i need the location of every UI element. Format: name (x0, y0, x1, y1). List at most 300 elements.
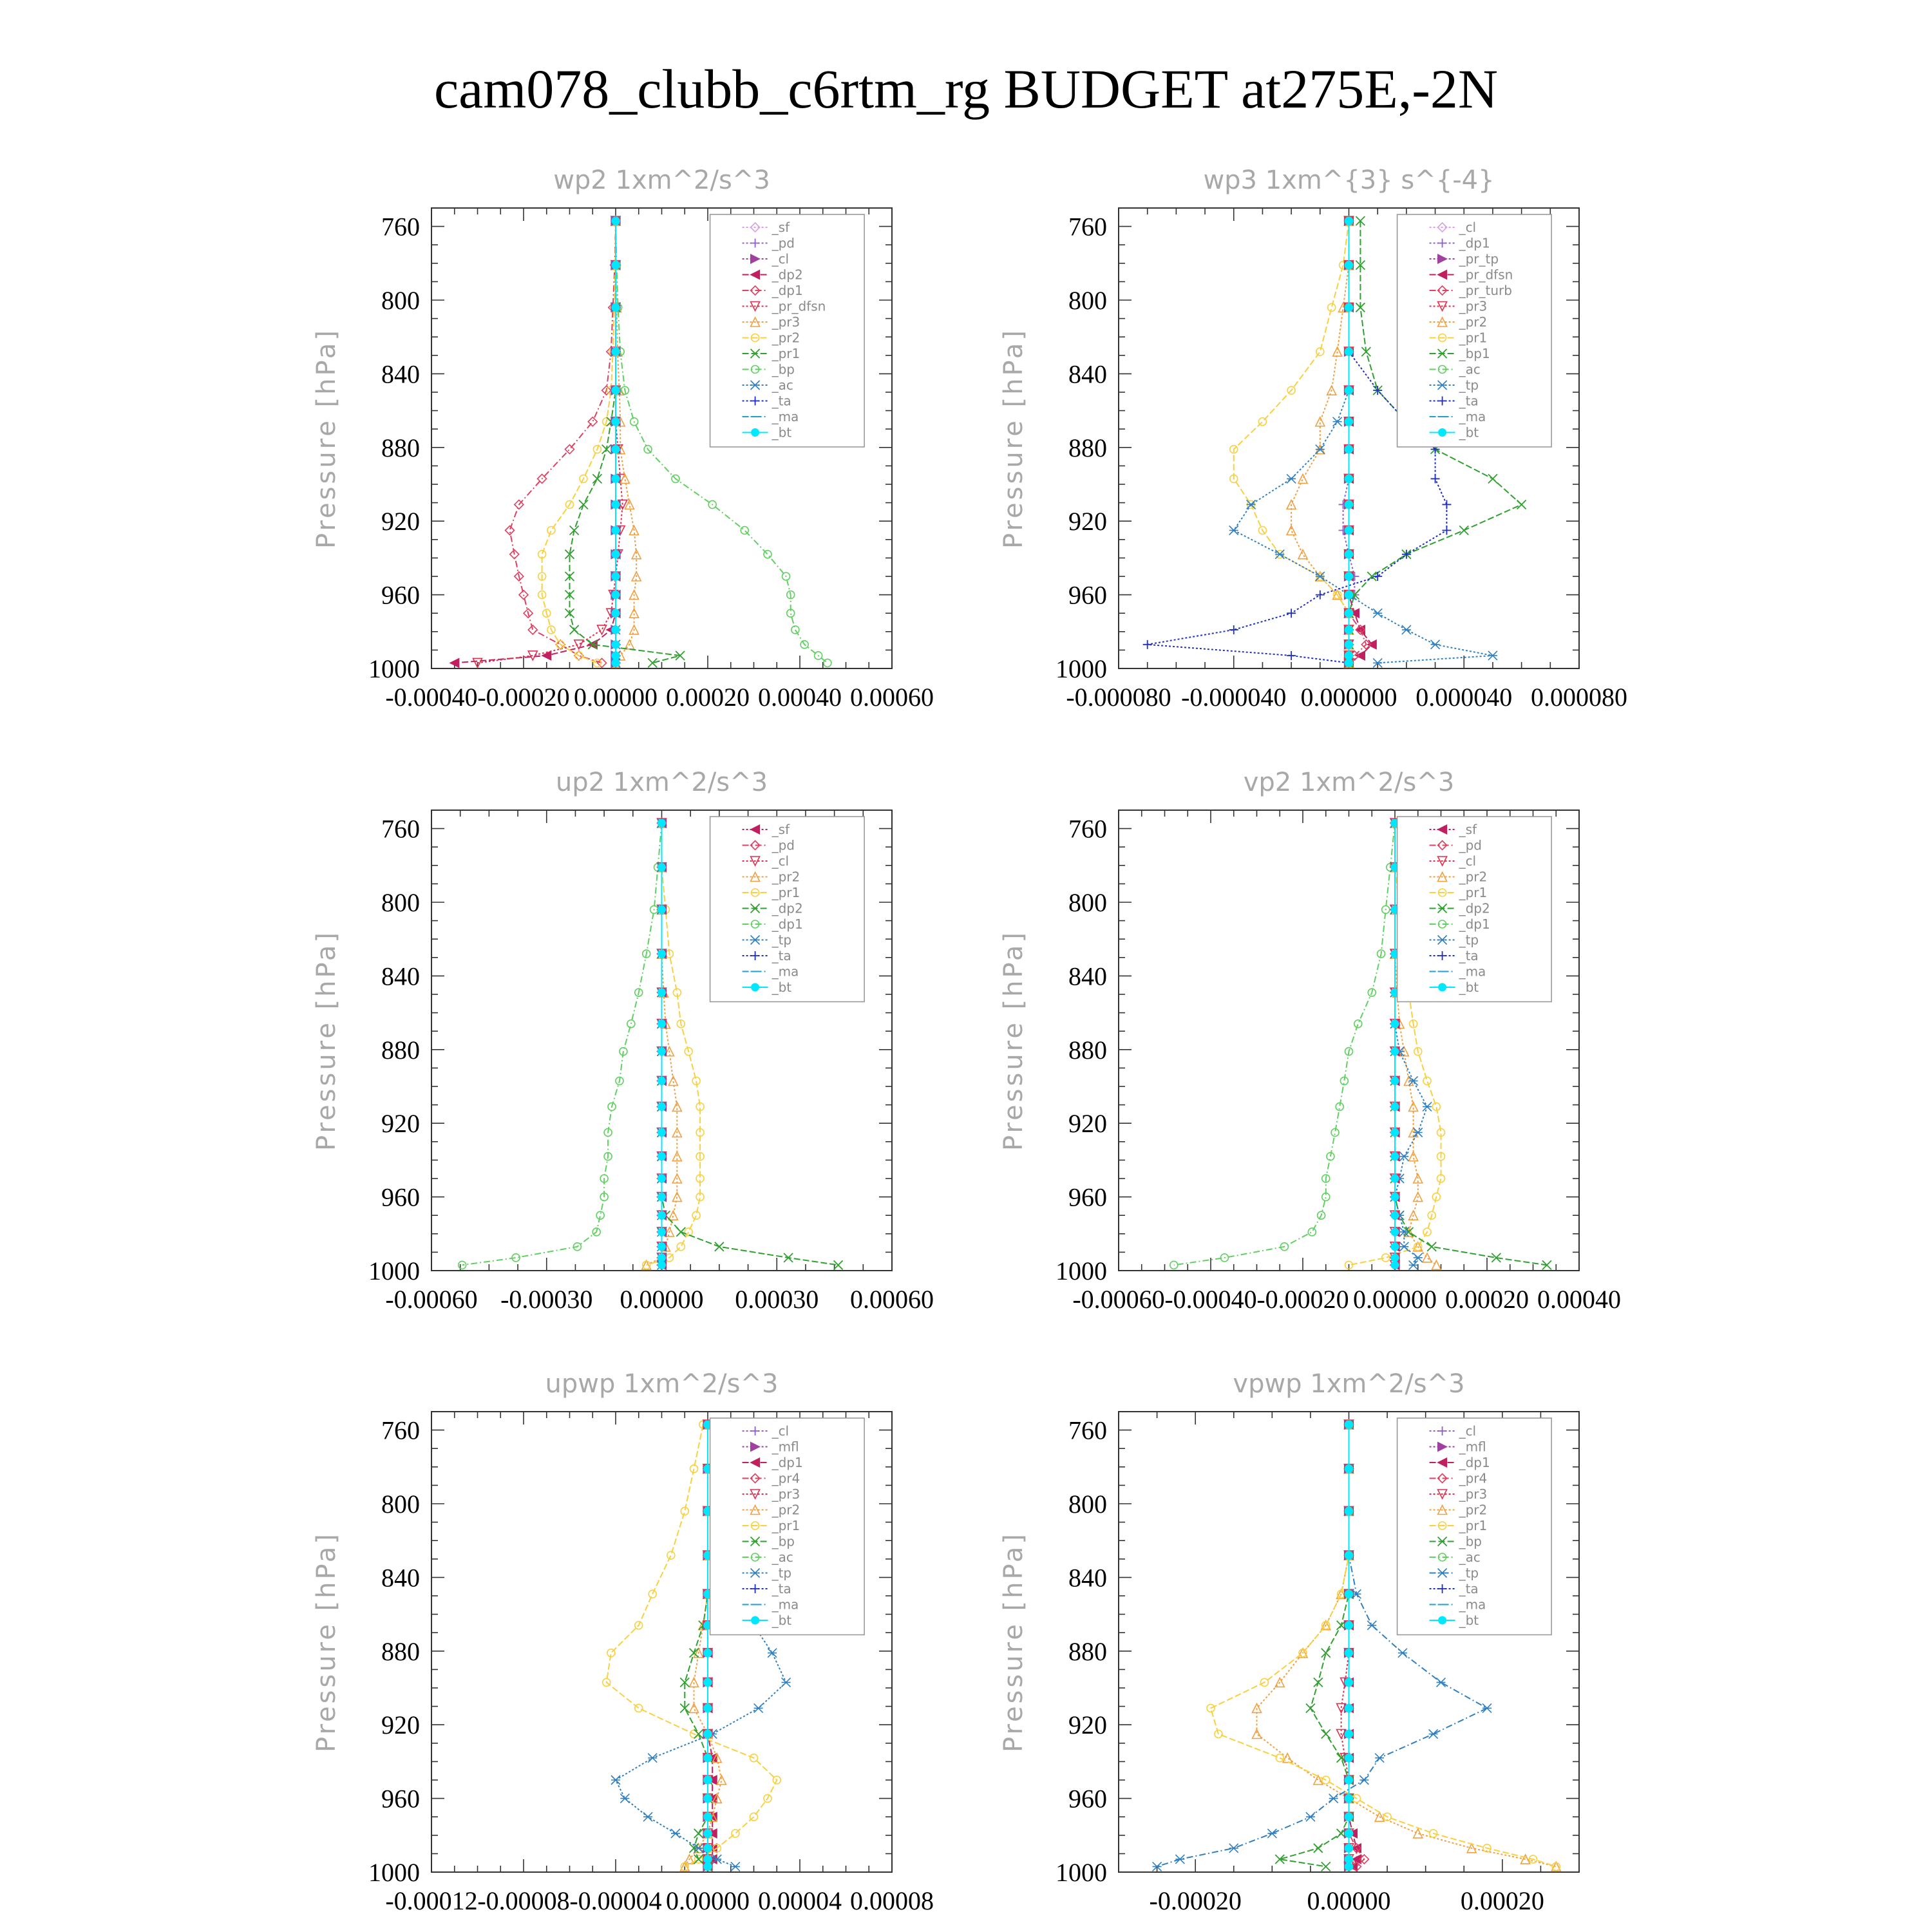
data-point (1345, 1813, 1353, 1821)
data-point (1287, 526, 1296, 535)
data-point (1345, 1855, 1353, 1863)
legend-label: _dp1 (1459, 916, 1490, 932)
legend-label: _ac (1459, 361, 1481, 377)
data-point (1229, 1844, 1238, 1853)
legend-label: _ta (772, 1581, 791, 1596)
legend-label: _bt (1459, 424, 1479, 440)
legend-label: _pr_dfsn (772, 298, 826, 314)
data-point (694, 1855, 703, 1864)
legend-label: _pr3 (772, 314, 800, 330)
data-point (1345, 1730, 1353, 1738)
data-point (612, 386, 620, 394)
data-point (1345, 1551, 1353, 1559)
data-point (658, 1254, 666, 1262)
legend-label: _bp1 (1459, 346, 1490, 361)
data-point (658, 1193, 666, 1201)
data-point (528, 625, 537, 634)
series-dp2 (450, 216, 620, 667)
data-point (648, 658, 657, 667)
data-point (1345, 659, 1353, 667)
legend-label: _tp (1459, 1565, 1479, 1581)
data-point (671, 1829, 680, 1838)
data-point (1321, 1730, 1331, 1739)
data-point (1345, 1844, 1353, 1852)
data-point (1482, 1703, 1492, 1712)
data-point (612, 591, 620, 599)
legend-label: _bt (772, 424, 792, 440)
data-point (1345, 527, 1353, 535)
data-point (612, 659, 620, 667)
series-line (455, 221, 616, 663)
legend-label: _dp1 (772, 916, 803, 932)
data-point (704, 1855, 712, 1863)
data-point (1431, 640, 1440, 649)
data-point (704, 1830, 712, 1837)
data-point (1321, 1649, 1331, 1658)
data-point (1298, 550, 1307, 559)
data-point (704, 1813, 712, 1821)
data-point (658, 1243, 666, 1251)
chart-title: vpwp 1xm^2/s^3 (1233, 1369, 1465, 1399)
data-point (612, 573, 620, 580)
legend-label: _cl (1459, 1423, 1477, 1439)
y-tick-label: 920 (1068, 1710, 1107, 1740)
legend-label: _cl (772, 251, 790, 267)
data-point (1423, 1077, 1431, 1084)
legend-label: _pr_dfsn (1459, 267, 1513, 283)
data-point (1517, 500, 1526, 509)
x-tick-label: -0.000040 (1181, 683, 1287, 712)
legend-label: _ta (772, 948, 791, 963)
y-tick-label: 1000 (368, 1858, 420, 1887)
legend-label: _pr_tp (1459, 251, 1499, 267)
data-point (1316, 591, 1325, 600)
series-line (478, 221, 623, 663)
legend-label: _pr1 (772, 885, 800, 900)
legend-label: _cl (772, 853, 790, 869)
data-point (1143, 640, 1152, 649)
data-point (1459, 526, 1468, 535)
data-point (506, 526, 515, 535)
data-point (1275, 550, 1284, 559)
data-point (1345, 591, 1353, 599)
legend-label: _bt (772, 980, 792, 995)
data-point (1345, 626, 1353, 634)
data-point (1391, 1103, 1399, 1110)
series-line (570, 221, 681, 663)
data-point (1345, 1830, 1353, 1837)
y-tick-label: 840 (1068, 961, 1107, 991)
legend-label: _dp1 (1459, 1455, 1490, 1470)
legend-marker (752, 1616, 759, 1624)
data-point (1298, 474, 1307, 483)
legend (1397, 817, 1552, 1002)
data-point (1308, 1228, 1316, 1236)
data-point (1391, 1193, 1399, 1201)
data-point (658, 1129, 666, 1137)
data-point (612, 303, 620, 311)
data-point (1345, 386, 1353, 394)
data-point (1283, 1754, 1292, 1763)
x-tick-label: 0.00020 (1460, 1886, 1544, 1915)
data-point (1267, 1829, 1276, 1838)
legend-label: _cl (1459, 220, 1477, 235)
data-point (704, 1844, 712, 1852)
chart-panel-4 (999, 768, 1621, 1314)
y-tick-label: 840 (1068, 359, 1107, 389)
data-point (612, 475, 620, 482)
x-tick-label: 0.00020 (1445, 1285, 1529, 1314)
data-point (1442, 526, 1451, 535)
chart-panel-5 (312, 1369, 934, 1915)
data-point (658, 1228, 666, 1236)
data-point (782, 1678, 791, 1687)
legend-label: _ma (772, 1596, 799, 1613)
data-point (1437, 1678, 1446, 1687)
x-tick-label: 0.000080 (1531, 683, 1627, 712)
data-point (1391, 1254, 1399, 1262)
data-point (1316, 417, 1325, 426)
x-tick-label: 0.00000 (666, 1886, 750, 1915)
y-axis-label: Pressure [hPa] (312, 328, 341, 549)
legend-label: _mfl (1459, 1439, 1486, 1455)
data-point (1345, 1776, 1353, 1784)
data-point (676, 1227, 685, 1236)
legend-label: _tp (1459, 377, 1479, 393)
data-point (1345, 446, 1353, 453)
legend-marker (752, 429, 759, 437)
y-tick-label: 960 (381, 1182, 420, 1212)
legend-label: _pr2 (772, 1502, 800, 1518)
data-point (1391, 1077, 1399, 1084)
data-point (658, 950, 666, 958)
x-tick-label: -0.00020 (477, 683, 570, 712)
data-point (592, 474, 601, 483)
y-tick-label: 840 (381, 359, 420, 389)
legend-label: _pr4 (772, 1470, 800, 1486)
data-point (1306, 1812, 1315, 1821)
y-tick-label: 920 (1068, 1109, 1107, 1139)
y-tick-label: 880 (381, 433, 420, 462)
y-tick-label: 920 (381, 1109, 420, 1139)
y-tick-label: 880 (381, 1035, 420, 1065)
legend-label: _ta (772, 393, 791, 409)
data-point (1488, 651, 1497, 660)
y-tick-label: 800 (381, 286, 420, 315)
data-point (741, 527, 748, 535)
x-tick-label: 0.00008 (850, 1886, 934, 1915)
data-point (694, 1829, 703, 1838)
data-point (715, 1242, 724, 1251)
data-point (612, 641, 620, 649)
data-point (1329, 1794, 1338, 1803)
data-point (612, 261, 620, 269)
chart-panel-3 (312, 768, 934, 1314)
x-tick-label: -0.000080 (1066, 683, 1171, 712)
data-point (1359, 1776, 1368, 1785)
data-point (1432, 1260, 1441, 1269)
legend (710, 817, 865, 1002)
data-point (1253, 1730, 1262, 1739)
legend (1397, 1418, 1552, 1635)
data-point (690, 1649, 699, 1658)
series-dp1 (1170, 819, 1399, 1269)
y-tick-label: 800 (1068, 888, 1107, 917)
y-tick-label: 760 (1068, 814, 1107, 844)
data-point (1345, 573, 1353, 580)
legend-label: _dp2 (1459, 900, 1490, 916)
legend-label: _sf (772, 822, 790, 837)
data-point (1345, 641, 1353, 649)
data-point (1399, 1242, 1408, 1251)
y-tick-label: 840 (381, 961, 420, 991)
data-point (768, 1649, 777, 1658)
y-axis-label: Pressure [hPa] (312, 1531, 341, 1752)
legend-label: _dp1 (1459, 235, 1490, 251)
y-tick-label: 880 (1068, 433, 1107, 462)
legend-label: _bp (772, 1533, 795, 1549)
chart-title: wp2 1xm^2/s^3 (553, 166, 770, 195)
chart-title: wp3 1xm^{3} s^{-4} (1203, 166, 1495, 195)
y-tick-label: 800 (381, 888, 420, 917)
data-point (1354, 1020, 1362, 1028)
legend-label: _pr4 (1459, 1470, 1488, 1486)
series-pr1 (565, 216, 685, 667)
data-point (642, 1260, 651, 1269)
legend-label: _pr1 (1459, 1518, 1488, 1533)
data-point (658, 819, 666, 827)
legend-label: _pr3 (772, 1486, 800, 1502)
data-point (694, 1844, 703, 1853)
y-axis-label: Pressure [hPa] (999, 328, 1028, 549)
series-bp (1275, 1420, 1353, 1871)
legend-label: _dp1 (772, 283, 803, 298)
data-point (1247, 500, 1256, 509)
y-tick-label: 800 (381, 1490, 420, 1519)
x-tick-label: 0.00060 (850, 683, 934, 712)
chart-title: vp2 1xm^2/s^3 (1243, 768, 1455, 797)
legend-label: _pr1 (772, 1518, 800, 1533)
data-point (1345, 1421, 1353, 1428)
x-tick-label: -0.00040 (1164, 1285, 1257, 1314)
data-point (1391, 1175, 1399, 1182)
series-bt (658, 819, 666, 1269)
legend (710, 214, 865, 447)
y-axis-label: Pressure [hPa] (312, 930, 341, 1151)
data-point (1391, 1261, 1399, 1269)
series-dp1 (459, 819, 666, 1269)
legend-marker (752, 983, 759, 991)
data-point (1345, 1795, 1353, 1803)
data-point (658, 1261, 666, 1269)
data-point (1314, 1844, 1323, 1853)
data-point (1345, 418, 1353, 426)
chart-panel-1 (312, 166, 934, 712)
x-tick-label: -0.00060 (385, 1285, 478, 1314)
series-dp1 (506, 216, 620, 667)
data-point (658, 864, 666, 871)
data-point (1442, 500, 1451, 509)
data-point (1345, 1465, 1353, 1473)
legend-marker (1439, 429, 1446, 437)
data-point (685, 1228, 692, 1236)
y-tick-label: 1000 (1056, 654, 1107, 683)
x-tick-label: 0.00000 (1307, 1886, 1391, 1915)
series-pr_dfsn (473, 216, 627, 667)
legend-label: _mfl (772, 1439, 799, 1455)
x-tick-label: -0.00004 (569, 1886, 662, 1915)
y-tick-label: 760 (381, 212, 420, 242)
data-point (570, 625, 579, 634)
data-point (1328, 303, 1336, 311)
data-point (658, 905, 666, 913)
data-point (1431, 474, 1440, 483)
legend-label: _cl (772, 1423, 790, 1439)
data-point (1409, 1076, 1418, 1085)
legend-label: _bp (772, 361, 795, 377)
data-point (612, 527, 620, 535)
chart-panel-6 (999, 1369, 1579, 1915)
data-point (1306, 1703, 1315, 1712)
data-point (1373, 609, 1382, 618)
data-point (731, 1862, 740, 1871)
data-point (1414, 1128, 1423, 1137)
data-point (667, 1551, 675, 1559)
legend-label: _ma (772, 963, 799, 980)
series-line (1280, 1425, 1349, 1866)
x-tick-label: 0.000000 (1300, 683, 1397, 712)
x-tick-label: -0.00040 (385, 683, 478, 712)
y-tick-label: 1000 (368, 1256, 420, 1285)
x-tick-label: -0.00008 (477, 1886, 570, 1915)
series-line (647, 823, 700, 1265)
legend-label: _ac (1459, 1549, 1481, 1565)
x-tick-label: -0.00012 (385, 1886, 478, 1915)
data-point (611, 1776, 620, 1785)
data-point (1345, 303, 1353, 311)
data-point (612, 626, 620, 634)
legend-label: _cl (1459, 853, 1477, 869)
series-pr2 (1287, 216, 1353, 667)
data-point (1345, 1862, 1353, 1870)
x-tick-label: -0.00020 (1256, 1285, 1349, 1314)
legend-label: _pr1 (772, 346, 800, 361)
x-tick-label: 0.00004 (758, 1886, 842, 1915)
data-point (1488, 474, 1497, 483)
data-point (1345, 551, 1353, 558)
data-point (658, 1020, 666, 1028)
legend-label: _ac (772, 377, 793, 393)
y-tick-label: 1000 (1056, 1858, 1107, 1887)
data-point (528, 651, 537, 660)
data-point (459, 1261, 466, 1269)
x-tick-label: 0.000040 (1416, 683, 1513, 712)
y-tick-label: 1000 (1056, 1256, 1107, 1285)
data-point (1375, 1754, 1384, 1763)
legend-label: _pr3 (1459, 298, 1488, 314)
data-point (704, 1704, 712, 1712)
data-point (1287, 474, 1296, 483)
legend-label: _ma (1459, 409, 1486, 424)
legend-marker (1439, 983, 1446, 991)
chart-title: up2 1xm^2/s^3 (555, 768, 768, 797)
data-point (1229, 625, 1238, 634)
data-point (635, 1704, 643, 1712)
y-tick-label: 960 (381, 580, 420, 610)
data-point (547, 527, 555, 535)
data-point (1345, 1507, 1353, 1515)
data-point (658, 1103, 666, 1110)
data-point (658, 1048, 666, 1056)
x-tick-label: 0.00040 (1537, 1285, 1621, 1314)
y-tick-label: 920 (381, 507, 420, 536)
legend-label: _dp2 (772, 900, 803, 916)
data-point (1316, 348, 1324, 355)
data-point (1429, 1730, 1438, 1739)
data-point (1175, 1855, 1184, 1864)
data-point (668, 1211, 677, 1220)
y-tick-label: 1000 (368, 654, 420, 683)
legend-label: _ta (1459, 393, 1479, 409)
y-tick-label: 880 (1068, 1035, 1107, 1065)
data-point (1258, 418, 1266, 426)
data-point (612, 652, 620, 659)
data-point (1345, 1649, 1353, 1657)
legend-label: _pr2 (772, 869, 800, 885)
data-point (1391, 1228, 1399, 1236)
data-point (620, 1794, 629, 1803)
legend-label: _pr2 (1459, 869, 1488, 885)
legend-label: _dp2 (772, 267, 803, 283)
data-point (704, 1795, 712, 1803)
data-point (658, 1153, 666, 1160)
legend-label: _pr2 (1459, 314, 1488, 330)
y-tick-label: 760 (381, 1416, 420, 1445)
data-point (658, 1175, 666, 1182)
data-point (1345, 652, 1353, 659)
data-point (658, 1211, 666, 1219)
legend-label: _bt (1459, 1613, 1479, 1628)
data-point (612, 348, 620, 355)
x-tick-label: -0.00060 (1072, 1285, 1165, 1314)
data-point (690, 1703, 699, 1712)
legend-label: _pd (772, 235, 795, 251)
data-point (612, 551, 620, 558)
legend-label: _tp (1459, 932, 1479, 948)
legend-label: _dp1 (772, 1455, 803, 1470)
data-point (1367, 1621, 1376, 1630)
data-point (1345, 1704, 1353, 1712)
series-line (462, 823, 662, 1265)
data-point (1345, 1678, 1353, 1686)
data-point (598, 625, 607, 634)
legend-label: _pd (772, 837, 795, 853)
y-tick-label: 960 (1068, 1182, 1107, 1212)
legend-label: _sf (772, 220, 790, 235)
x-tick-label: -0.00020 (1149, 1886, 1242, 1915)
data-point (704, 1754, 712, 1762)
y-tick-label: 800 (1068, 286, 1107, 315)
y-tick-label: 880 (381, 1636, 420, 1666)
data-point (658, 1077, 666, 1084)
data-point (1287, 609, 1296, 618)
legend-label: _bp (1459, 1533, 1482, 1549)
legend-label: _pr2 (1459, 1502, 1488, 1518)
x-tick-label: 0.00020 (666, 683, 750, 712)
data-point (824, 659, 831, 667)
legend-label: _bt (772, 1613, 792, 1628)
legend-label: _ma (1459, 963, 1486, 980)
